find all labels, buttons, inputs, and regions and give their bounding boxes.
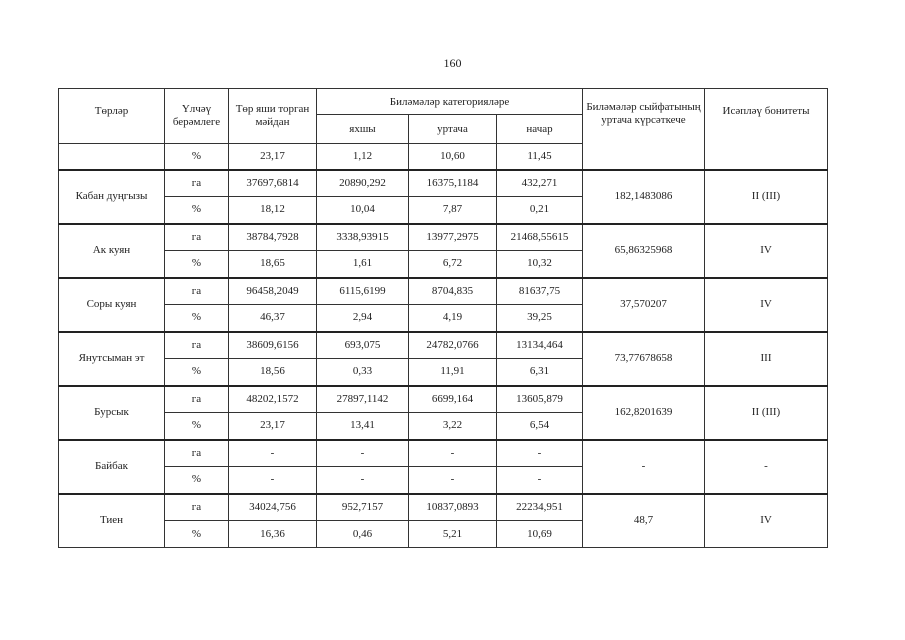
cell-area: 38784,7928 [229,224,317,251]
cell-poor: - [497,440,583,467]
cell-good: 0,46 [317,521,409,548]
cell-unit: % [165,413,229,440]
cell-area: 16,36 [229,521,317,548]
cell-area: 96458,2049 [229,278,317,305]
cell-good: 6115,6199 [317,278,409,305]
cell-poor: 81637,75 [497,278,583,305]
header-average: уртача [409,115,497,144]
cell-average: 6,72 [409,251,497,278]
cell-area: 23,17 [229,413,317,440]
cell-average: 5,21 [409,521,497,548]
cell-good: 27897,1142 [317,386,409,413]
header-categories: Биләмәләр категорияләре [317,89,583,115]
cell-good: 952,7157 [317,494,409,521]
cell-unit: % [165,305,229,332]
cell-average: - [409,440,497,467]
table-row [59,278,828,305]
cell-unit: га [165,224,229,251]
cell-poor: - [497,467,583,494]
cell-unit: га [165,332,229,359]
cell-average: 16375,1184 [409,170,497,197]
cell-poor: 6,31 [497,359,583,386]
quality-index-value: - [583,440,705,494]
header-poor: начар [497,115,583,144]
cell-poor: 13605,879 [497,386,583,413]
quality-index-value: 65,86325968 [583,224,705,278]
cell-poor: 39,25 [497,305,583,332]
cell-average: 7,87 [409,197,497,224]
cell-unit: га [165,278,229,305]
bonitet-value: II (III) [705,170,828,224]
cell-good: 0,33 [317,359,409,386]
header-species: Төрләр [59,89,165,144]
header-good: яхшы [317,115,409,144]
cell-unit: % [165,521,229,548]
cell-unit: % [165,467,229,494]
header-quality-index: Биләмәләр сыйфатының уртача күрсәткече [583,89,705,170]
species-name: Янутсыман эт [59,332,165,386]
cell-poor: 6,54 [497,413,583,440]
cell-poor: 13134,464 [497,332,583,359]
cell-poor: 21468,55615 [497,224,583,251]
species-name: Соры куян [59,278,165,332]
species-name: Байбак [59,440,165,494]
cell-area: 37697,6814 [229,170,317,197]
header-percent-average: 10,60 [409,144,497,170]
header-unit: Үлчәү берәмлеге [165,89,229,144]
cell-good: 693,075 [317,332,409,359]
table-row [59,494,828,521]
quality-index-value: 162,8201639 [583,386,705,440]
species-habitat-table [58,88,828,548]
cell-unit: га [165,170,229,197]
cell-average: 6699,164 [409,386,497,413]
cell-area: 46,37 [229,305,317,332]
cell-good: 13,41 [317,413,409,440]
cell-unit: % [165,359,229,386]
cell-unit: % [165,251,229,278]
bonitet-value: II (III) [705,386,828,440]
header-species-empty [59,144,165,170]
cell-average: 13977,2975 [409,224,497,251]
cell-average: 8704,835 [409,278,497,305]
cell-area: 38609,6156 [229,332,317,359]
quality-index-value: 73,77678658 [583,332,705,386]
cell-average: 11,91 [409,359,497,386]
cell-good: 1,61 [317,251,409,278]
cell-unit: га [165,386,229,413]
bonitet-value: III [705,332,828,386]
table-row [59,386,828,413]
table-row [59,332,828,359]
cell-unit: га [165,494,229,521]
species-name: Бурсык [59,386,165,440]
cell-good: - [317,467,409,494]
species-name: Тиен [59,494,165,548]
cell-area: 34024,756 [229,494,317,521]
cell-poor: 10,32 [497,251,583,278]
cell-good: 2,94 [317,305,409,332]
cell-good: 10,04 [317,197,409,224]
quality-index-value: 182,1483086 [583,170,705,224]
cell-unit: га [165,440,229,467]
quality-index-value: 48,7 [583,494,705,548]
cell-area: 48202,1572 [229,386,317,413]
header-percent-unit: % [165,144,229,170]
cell-average: 10837,0893 [409,494,497,521]
cell-poor: 0,21 [497,197,583,224]
cell-unit: % [165,197,229,224]
quality-index-value: 37,570207 [583,278,705,332]
cell-area: 18,65 [229,251,317,278]
species-name: Кабан дуңгызы [59,170,165,224]
cell-average: 4,19 [409,305,497,332]
cell-good: 3338,93915 [317,224,409,251]
header-percent-area: 23,17 [229,144,317,170]
table-row [59,224,828,251]
cell-average: 3,22 [409,413,497,440]
header-habitat-area: Төр яши торган мәйдан [229,89,317,144]
cell-area: 18,56 [229,359,317,386]
species-name: Ак куян [59,224,165,278]
cell-good: 20890,292 [317,170,409,197]
header-percent-poor: 11,45 [497,144,583,170]
page-number: 160 [443,56,462,70]
cell-average: - [409,467,497,494]
cell-area: - [229,467,317,494]
bonitet-value: IV [705,224,828,278]
cell-poor: 10,69 [497,521,583,548]
bonitet-value: IV [705,278,828,332]
table-row [59,170,828,197]
bonitet-value: IV [705,494,828,548]
table-row [59,440,828,467]
cell-poor: 432,271 [497,170,583,197]
cell-area: - [229,440,317,467]
bonitet-value: - [705,440,828,494]
cell-area: 18,12 [229,197,317,224]
header-percent-good: 1,12 [317,144,409,170]
cell-poor: 22234,951 [497,494,583,521]
header-bonitet: Исәпләү бонитеты [705,89,828,170]
cell-good: - [317,440,409,467]
cell-average: 24782,0766 [409,332,497,359]
